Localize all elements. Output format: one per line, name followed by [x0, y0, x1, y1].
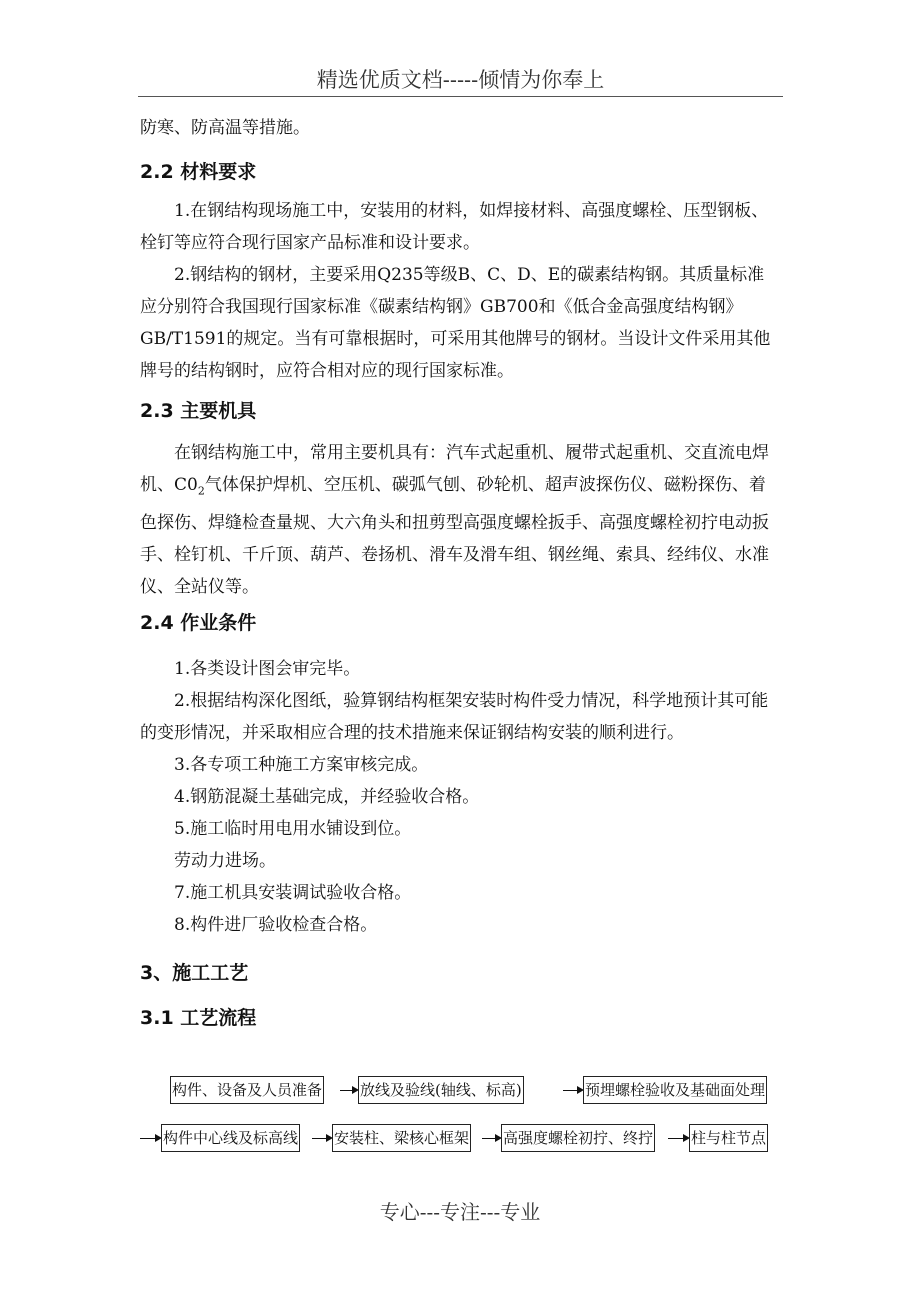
flow-step-centerline: 构件中心线及标高线 — [161, 1124, 300, 1152]
condition-item: 2.根据结构深化图纸，验算钢结构框架安装时构件受力情况，科学地预计其可能的变形情况，并采取相应合理的技术措施来保证钢结构安装的顺利进行。 — [140, 691, 769, 744]
section-3-1-heading: 3.1 工艺流程 — [140, 1007, 257, 1030]
flow-arrow-icon — [312, 1138, 331, 1139]
equipment-text-part-2: 气体保护焊机、空压机、碳弧气刨、砂轮机、超声波探伤仪、磁粉探伤、着色探伤、焊缝检查量规、大六角头和扭剪型高强度螺栓扳手、高强度螺栓初拧电动扳手、栓钉机、千斤顶、葫芦、卷扬机、滑车及滑车组、钢丝绳、索具、经纬仪、水准仪、全站仪等。 — [140, 475, 769, 598]
section-2-3-heading: 2.3 主要机具 — [140, 400, 257, 422]
document-body — [140, 112, 780, 1044]
flow-step-column-joint: 柱与柱节点 — [689, 1124, 768, 1152]
section-2-3-paragraph — [140, 437, 780, 603]
section-2-2-paragraph-2: 2.钢结构的钢材，主要采用Q235等级B、C、D、E的碳素结构钢。其质量标准应分别符合我国现行国家标准《碳素结构钢》GB700和《低合金高强度结构钢》GB/T1591的规定。当有可靠根据时，可采用其他牌号的钢材。当设计文件采用其他牌号的结构钢时，应符合相对应的现行国家标准。 — [140, 265, 771, 381]
condition-item: 8.构件进厂验收检查合格。 — [174, 915, 378, 936]
section-2-2-heading: 2.2 材料要求 — [140, 161, 257, 183]
flow-arrow-icon — [340, 1090, 357, 1091]
condition-item: 劳动力进场。 — [174, 851, 276, 872]
flow-arrow-icon — [563, 1090, 582, 1091]
condition-item: 4.钢筋混凝土基础完成，并经验收合格。 — [174, 787, 480, 808]
page-footer: 专心---专注---专业 — [379, 1200, 541, 1224]
page-header: 精选优质文档-----倾情为你奉上 — [316, 68, 605, 92]
flow-arrow-icon — [482, 1138, 500, 1139]
condition-item: 5.施工临时用电用水铺设到位。 — [174, 819, 412, 840]
flow-step-anchor-bolt: 预埋螺栓验收及基础面处理 — [583, 1076, 767, 1104]
flow-step-install-frame: 安装柱、梁核心框架 — [332, 1124, 471, 1152]
equipment-text-part-1: 在钢结构施工中，常用主要机具有：汽车式起重机、履带式起重机、交直流电焊机、C0 — [140, 443, 769, 495]
condition-item: 3.各专项工种施工方案审核完成。 — [174, 755, 429, 776]
section-3-heading: 3、施工工艺 — [140, 962, 249, 985]
flow-arrow-icon — [668, 1138, 688, 1139]
co2-subscript: 2 — [197, 484, 205, 498]
flow-step-preparation: 构件、设备及人员准备 — [170, 1076, 324, 1104]
header-divider — [138, 96, 783, 97]
intro-line: 防寒、防高温等措施。 — [140, 118, 310, 138]
section-2-4-heading: 2.4 作业条件 — [140, 612, 257, 635]
section-2-2-paragraph-1: 1.在钢结构现场施工中，安装用的材料，如焊接材料、高强度螺栓、压型钢板、栓钉等应符合现行国家产品标准和设计要求。 — [140, 201, 769, 253]
flow-step-bolt-tightening: 高强度螺栓初拧、终拧 — [501, 1124, 655, 1152]
flow-arrow-icon — [140, 1138, 160, 1139]
flow-step-layout: 放线及验线(轴线、标高) — [358, 1076, 524, 1104]
condition-item: 1.各类设计图会审完毕。 — [174, 659, 361, 680]
condition-item: 7.施工机具安装调试验收合格。 — [174, 883, 412, 904]
